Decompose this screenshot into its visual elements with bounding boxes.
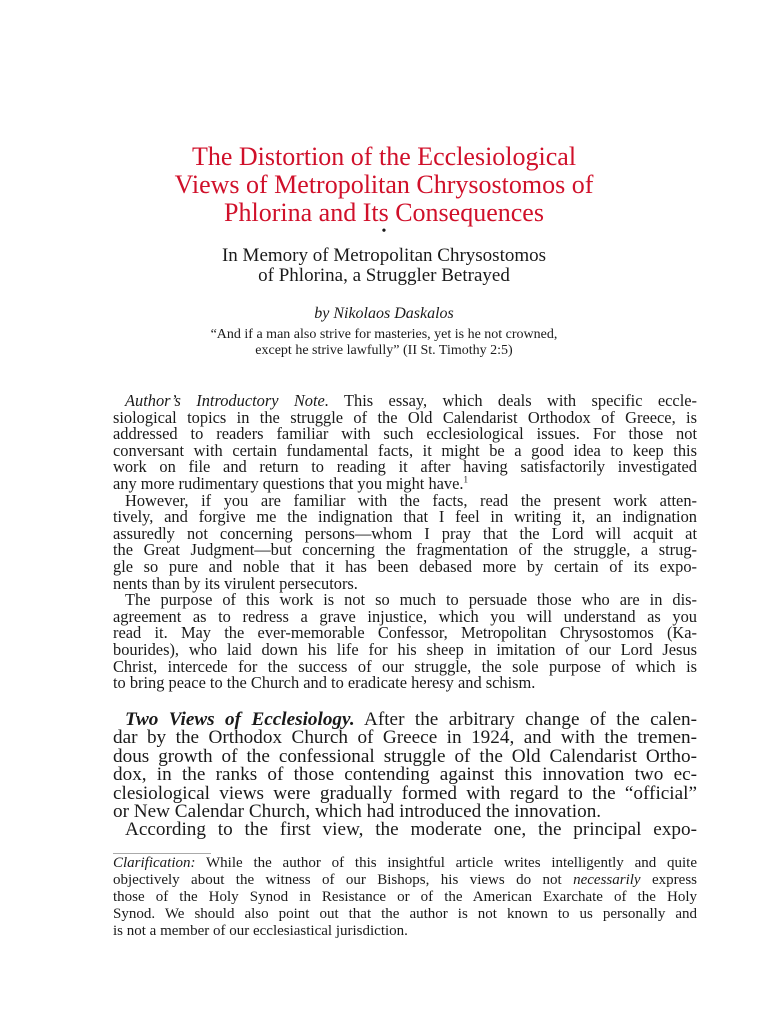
- epigraph-line: “And if a man also strive for masteries, yet is he not crowned,: [210, 327, 558, 342]
- text-segment: assuredly not concerning persons—whom I pray that the Lord will acquit at: [113, 523, 697, 543]
- text-segment: read it. May the ever-memorable Confessor, Metropolitan Chrysostomos (Ka-: [113, 623, 697, 643]
- text-segment: any more rudimentary questions that you might have.: [113, 473, 464, 493]
- section-two-views: [113, 711, 697, 840]
- title-line: Views of Metropolitan Chrysostomos of: [174, 170, 594, 199]
- introductory-note: [113, 393, 697, 692]
- text-segment: to bring peace to the Church and to eradicate heresy and schism.: [113, 673, 536, 693]
- byline: by Nikolaos Daskalos: [314, 305, 454, 322]
- text-segment: Christ, intercede for the success of our struggle, the sole purpose of which is: [113, 656, 697, 676]
- text-segment: necessarily: [573, 872, 641, 888]
- text-segment: Two Views of Ecclesiology.: [125, 709, 355, 730]
- text-line: [113, 675, 697, 692]
- separator-bullet: •: [381, 224, 387, 239]
- article-title: [0, 143, 768, 227]
- text-segment: While the author of this insightful article writes intelligently and quite: [206, 855, 698, 871]
- text-segment: Clarification:: [113, 855, 196, 871]
- text-segment: This essay, which deals with specific eccle-: [344, 391, 697, 410]
- text-segment: tively, and forgive me the indignation that I feel in writing it, an indignation: [113, 507, 697, 527]
- footnote-body: [113, 853, 697, 940]
- subtitle: [0, 246, 768, 286]
- title-line: Phlorina and Its Consequences: [224, 198, 544, 227]
- subtitle-line: In Memory of Metropolitan Chrysostomos: [221, 245, 547, 266]
- text-segment: clesiological views were gradually formed with regard to the “official”: [113, 782, 697, 804]
- text-segment: siological topics in the struggle of the Old Calendarist Orthodox of Greece, is: [113, 407, 697, 427]
- text-segment: express: [652, 872, 698, 888]
- text-segment: work on file and return to reading it after having satisfactorily investigated: [113, 457, 697, 477]
- text-segment: dous growth of the confessional struggle of the Old Calendarist Ortho-: [113, 745, 697, 767]
- subtitle-line: of Phlorina, a Struggler Betrayed: [258, 265, 510, 286]
- text-segment: However, if you are familiar with the facts, read the present work atten-: [125, 490, 697, 510]
- text-segment: those of the Holy Synod in Resistance or of the American Exarchate of the Holy: [113, 889, 697, 905]
- text-line: [113, 906, 697, 923]
- epigraph: [0, 327, 768, 359]
- text-segment: According to the first view, the moderate one, the principal expo-: [125, 819, 697, 841]
- text-segment: Synod. We should also point out that the author is not known to us personally and: [113, 906, 697, 922]
- text-segment: gle so pure and noble that it has been debased more by certain of its expo-: [113, 556, 697, 576]
- text-segment: Author’s Introductory Note.: [125, 391, 329, 410]
- epigraph-line: except he strive lawfully” (II St. Timothy 2:5): [255, 343, 513, 358]
- text-line: [113, 872, 697, 889]
- text-line: [113, 923, 697, 940]
- clarification-footnote: [113, 853, 697, 940]
- text-line: [113, 821, 697, 839]
- text-segment: agreement as to redress a grave injustice, which you will understand as you: [113, 606, 697, 626]
- text-segment: the Great Judgment—but concerning the fragmentation of the struggle, a strug-: [113, 540, 697, 560]
- text-line: [113, 855, 697, 872]
- text-segment: is not a member of our ecclesiastical jurisdiction.: [113, 923, 408, 939]
- text-segment: conversant with certain fundamental facts, it might be a good idea to keep this: [113, 440, 697, 460]
- text-line: [113, 889, 697, 906]
- text-segment: After the arbitrary change of the calen-: [363, 709, 697, 730]
- title-line: The Distortion of the Ecclesiological: [191, 142, 577, 171]
- footnote-ref: 1: [463, 474, 469, 485]
- text-segment: nents than by its virulent persecutors.: [113, 573, 358, 593]
- text-segment: dar by the Orthodox Church of Greece in 1924, and with the tremen-: [113, 727, 697, 749]
- text-segment: The purpose of this work is not so much to persuade those who are in dis-: [125, 590, 697, 610]
- text-segment: bourides), who laid down his life for his sheep in imitation of our Lord Jesus: [113, 639, 697, 659]
- text-segment: objectively about the witness of our Bishops, his views do not: [113, 872, 562, 888]
- text-segment: dox, in the ranks of those contending against this innovation two ec-: [113, 764, 697, 786]
- text-segment: addressed to readers familiar with such ecclesiological issues. For those not: [113, 424, 697, 444]
- text-segment: or New Calendar Church, which had introduced the innovation.: [113, 801, 602, 823]
